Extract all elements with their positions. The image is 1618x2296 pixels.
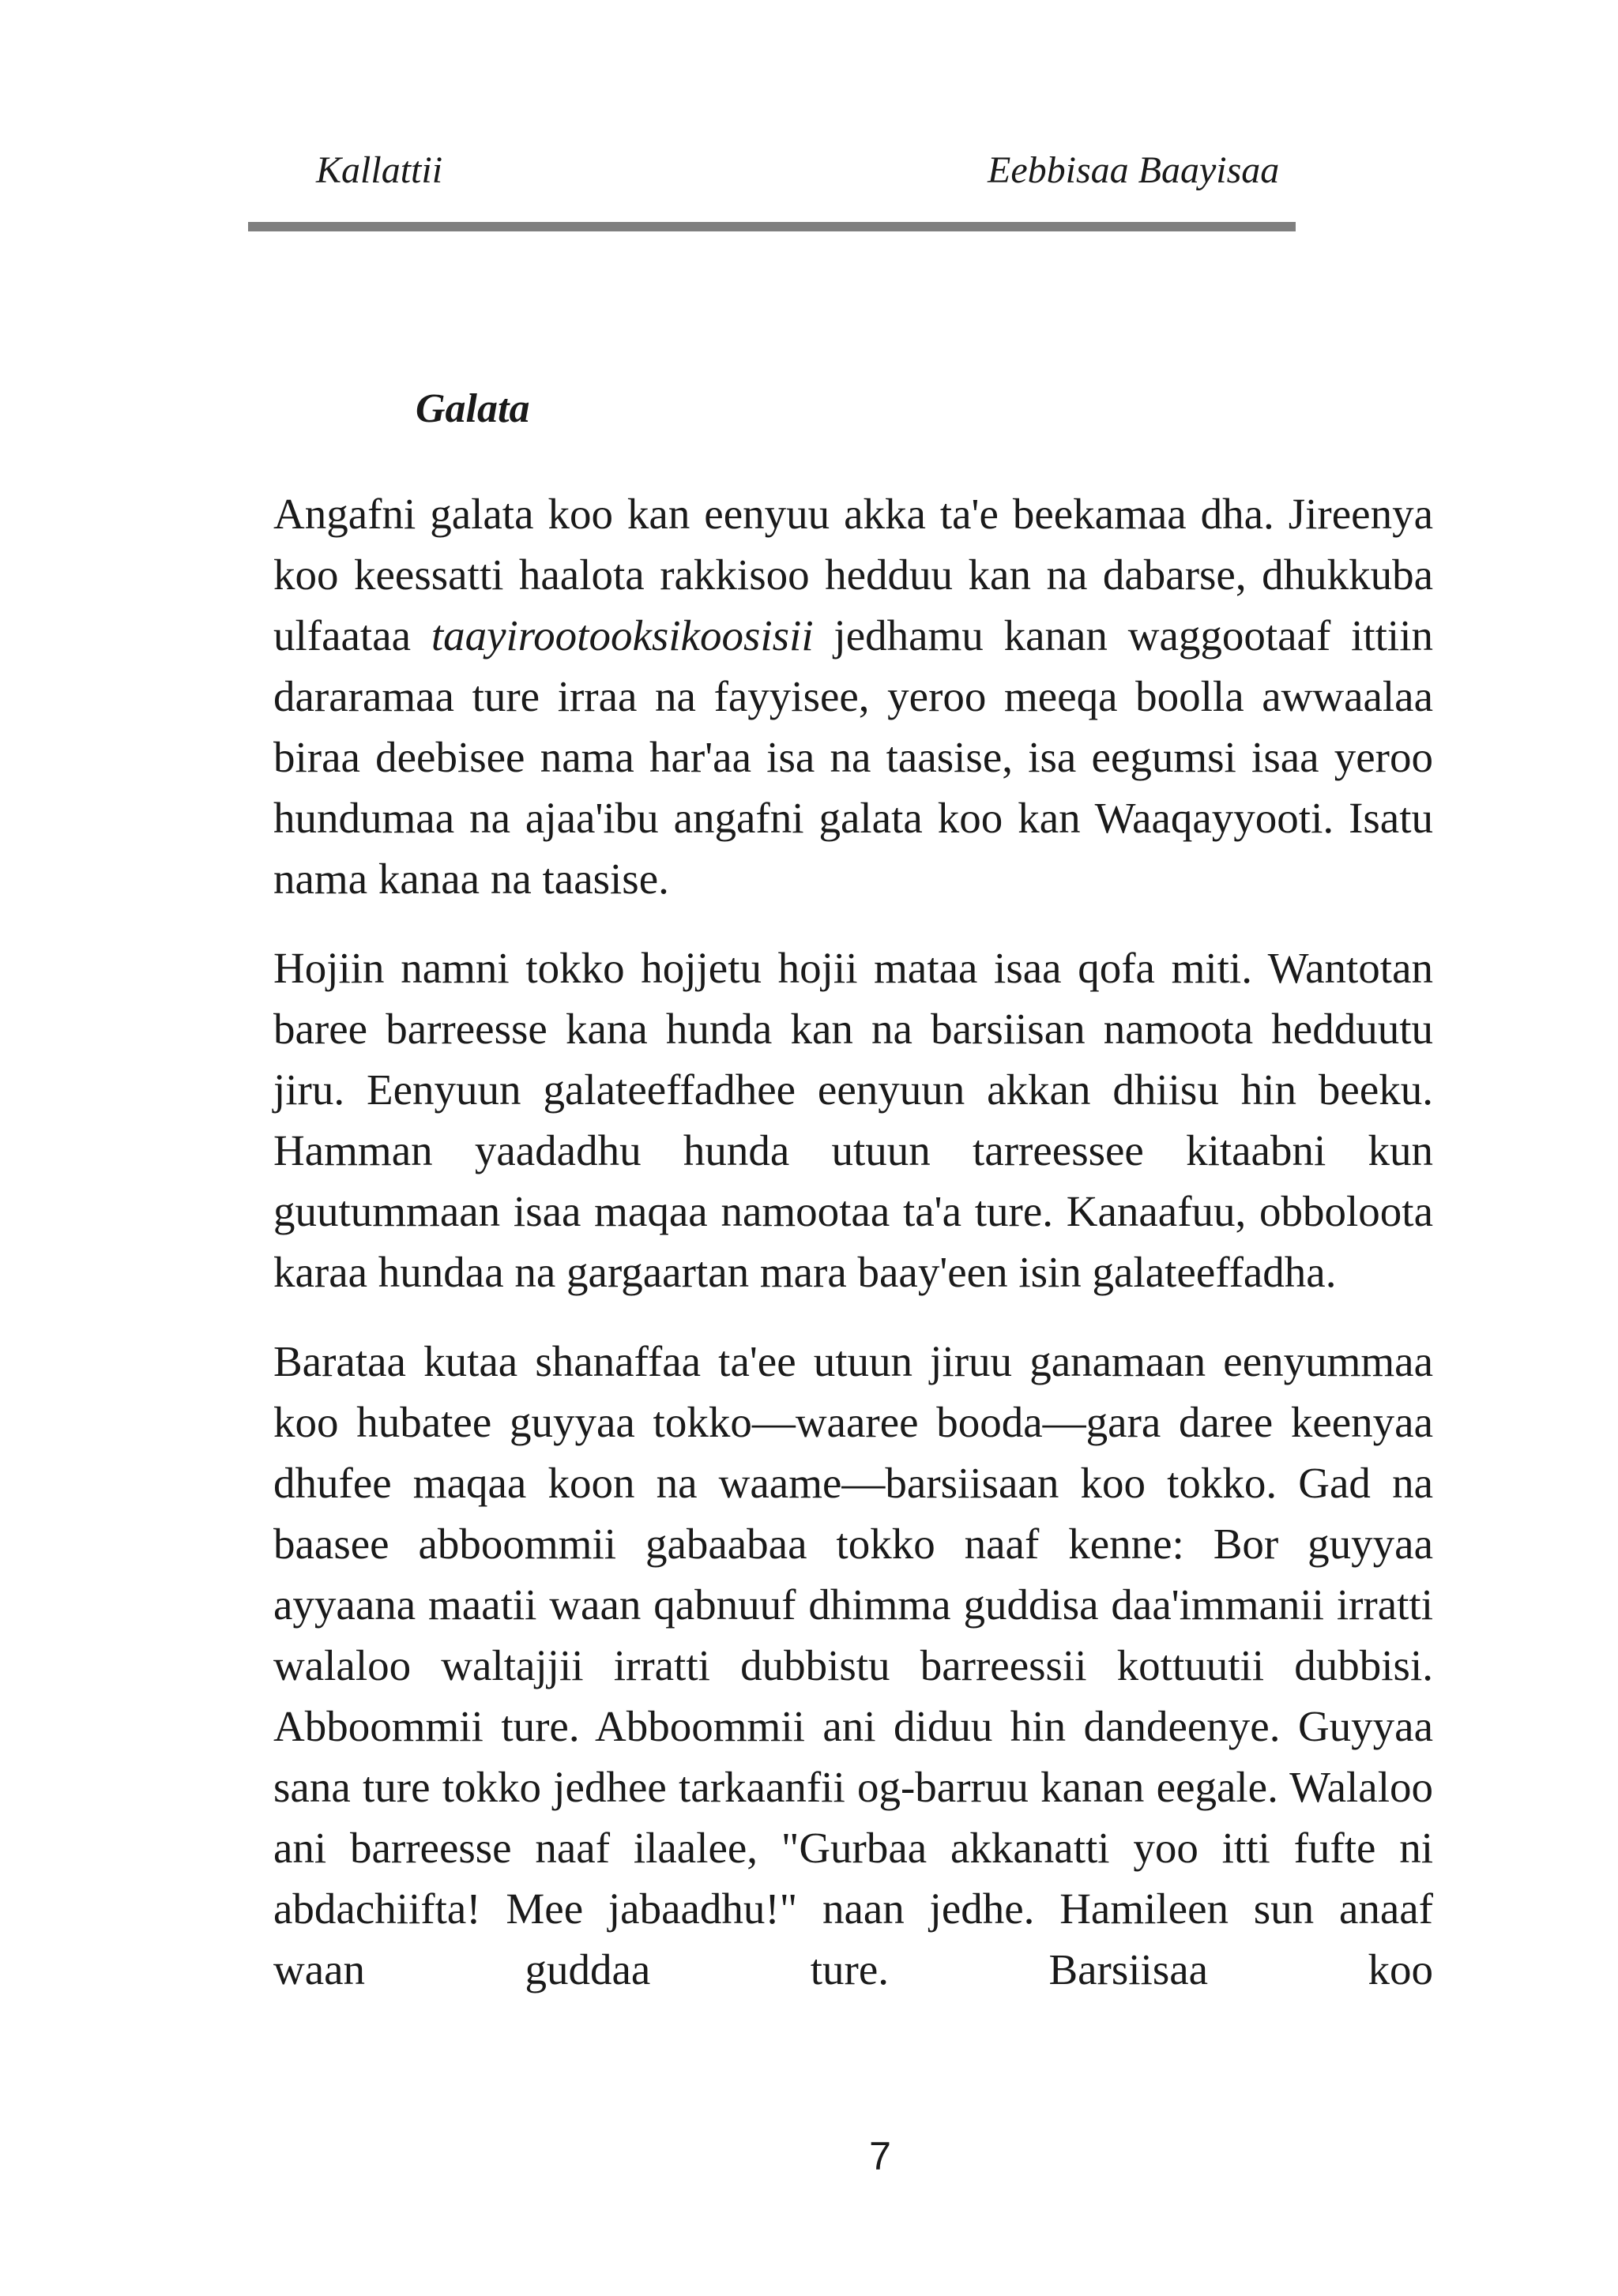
paragraph-2: Hojiin namni tokko hojjetu hojii mataa isaa qofa miti. Wantotan baree barreesse kana hunda kan na barsiisan namoota hedduutu jiru. Eenyuun galateeffadhee eenyuun akkan dhiisu hin beeku. Hamman yaadadhu hunda utuun tarreessee kitaabni kun guutummaan isaa maqaa namootaa ta'a ture. Kanaafuu, obboloota karaa hundaa na gargaartan mara baay'een isin galateeffadha. [273,944,1433,1296]
paragraph-1 [273,483,1433,909]
page-number: 7 [869,2134,891,2178]
paragraph-1-text-end: jedhamu kanan waggootaaf ittiin dararamaa ture irraa na fayyisee, yeroo meeqa boolla awwaalaa biraa deebisee nama har'aa isa na taasise, isa eegumsi isaa yeroo hundumaa na ajaa'ibu angafni galata koo kan Waaqayyooti. Isatu nama kanaa na taasise. [273,611,1433,903]
body-text [273,483,1433,2028]
header-divider [248,222,1296,231]
running-header-book-title: Kallattii [316,149,443,191]
section-title: Galata [416,386,530,431]
paragraph-1-emphasis: taayirootooksikoosisii [431,611,814,659]
running-header-author: Eebbisaa Baayisaa [988,149,1280,191]
paragraph-3: Barataa kutaa shanaffaa ta'ee utuun jiruu ganamaan eenyummaa koo hubatee guyyaa tokko—waaree booda—gara daree keenyaa dhufee maqaa koon na waame—barsiisaan koo tokko. Gad na baasee abboommii gabaabaa tokko naaf kenne: Bor guyyaa ayyaana maatii waan qabnuuf dhimma guddisa daa'immanii irratti walaloo waltajjii irratti dubbistu barreessii kottuutii dubbisi. Abboommii ture. Abboommii ani diduu hin dandeenye. Guyyaa sana ture tokko jedhee tarkaanfii og-barruu kanan eegale. Walaloo ani barreesse naaf ilaalee, "Gurbaa akkanatti yoo itti fufte ni abdachiifta! Mee jabaadhu!" naan jedhe. Hamileen sun anaaf waan guddaa ture. Barsiisaa koo [273,1337,1433,1993]
paragraph-1-text-start: Angafni galata koo kan eenyuu akka ta'e beekamaa dha. Jireenya koo keessatti haalota rakkisoo hedduu kan na dabarse, dhukkuba ulfaataa [273,490,1433,659]
